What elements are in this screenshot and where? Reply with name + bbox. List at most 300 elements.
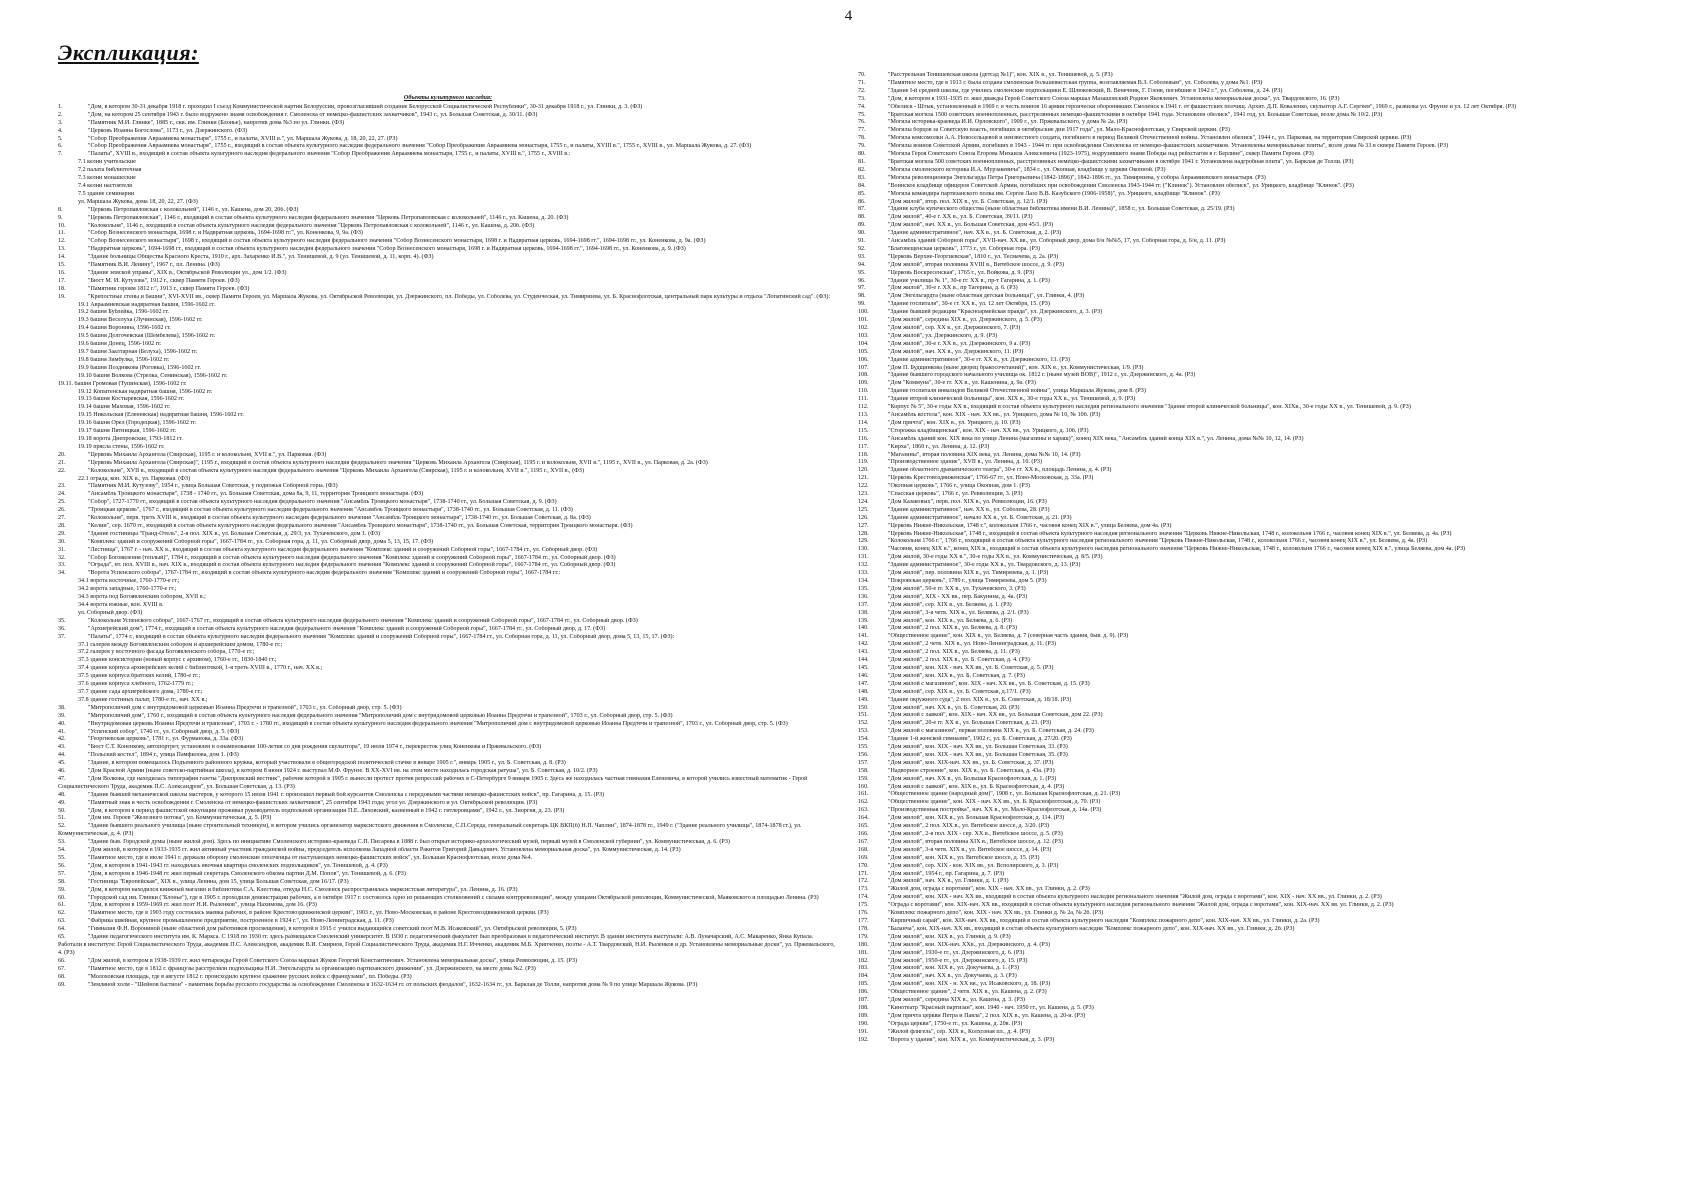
item-text: "Кирпичный сарай", кон. XIX-нач. XX вв., входящий в состав объекта культурного наследия "Комплекс пожарного депо", кон. XIX-нач. XX вв., ул. Глинки, д. 2а. (РЗ)	[888, 917, 1320, 924]
item-text: "Дом жилой", ул. Дзержинского, д. 9. (РЗ)	[888, 332, 998, 339]
item-text: "Здание госпиталя", 30-е гг. XX в., ул. 12 лет Октября, 15. (РЗ)	[888, 301, 1050, 308]
list-item	[858, 926, 1658, 934]
item-number: 143.	[858, 649, 869, 656]
item-number: 130.	[858, 546, 869, 553]
item-text: "Ансамбль Троицкого монастыря", 1738 - 1740 гг., ул. Большая Советская, дома 8а, 9, 11, территория Троицкого монастыря. (ФЗ)	[88, 491, 424, 498]
item-text: 19.18 ворота Днепровские, 1793-1812 гг.	[78, 435, 183, 442]
list-item	[858, 752, 1658, 760]
list-item	[58, 665, 838, 673]
item-text: 37.3 здание консистории (новый корпус с архивом), 1760-е гг., 1830-1840 гг.;	[78, 657, 277, 664]
item-text: "Общественное здание (народный дом)", 1908 г., ул. Большая Краснофлотская, д. 21. (РЗ)	[888, 791, 1121, 798]
list-item	[858, 222, 1658, 230]
list-item	[858, 262, 1658, 270]
item-number: 126.	[858, 514, 869, 521]
item-text: "Здание больницы Общества Красного Креста, 1910 г., арх. Захаренко И.В.", ул. Тенишевой, д. 9 (ул. Тенишевой, д. 11, корп. 4). (ФЗ)	[88, 254, 434, 261]
item-text: "Памятник М.И. Глинке", 1885 г., скв. им. Глинки (Блонье), напротив дома №3 по ул. Глинки. (ФЗ)	[88, 119, 345, 126]
item-text: "Здание бывшей редакции "Красноармейская правда", ул. Дзержинского, д. 3. (РЗ)	[888, 309, 1103, 316]
item-text: "Фабрика швейная, крупное промышленное предприятие, построенное в 1924 г.", ул. Ново-Ленинградская, д. 11. (РЗ)	[88, 918, 394, 925]
item-number: 154.	[858, 736, 869, 743]
item-text: "Памятное место, где в 1903 году состоялась маевка рабочих, в районе Крестовоздвиженской церкви", 1903 г., ул. Ново-Московская, в районе Крестовоздвиженской церкви. (РЗ)	[88, 910, 549, 917]
item-text: ул. Маршала Жукова, дома 18, 20, 22, 27. (ФЗ)	[78, 198, 198, 205]
item-number: 103.	[858, 332, 869, 339]
item-number: 78.	[858, 135, 866, 142]
item-number: 109.	[858, 380, 869, 387]
item-number: 162.	[858, 799, 869, 806]
item-text: "Церковь Иоанна Богослова", 1173 г., ул. Дзержинского. (ФЗ)	[88, 127, 248, 134]
list-item	[858, 112, 1658, 120]
item-number: 163.	[858, 807, 869, 814]
list-item	[858, 206, 1658, 214]
item-number: 69.	[58, 981, 66, 988]
list-item	[858, 175, 1658, 183]
item-text: "Архиерейский дом", 1774 г., входящий в состав объекта культурного наследия федерального значения "Комплекс зданий и сооружений Соборной горы", 1667-1784 гг., ул. Соборный двор, д. 17. (ФЗ)	[88, 625, 606, 632]
list-item	[858, 127, 1658, 135]
item-text: "Дом жилой", вторая половина XIX в., Витебское шоссе, д. 12. (РЗ)	[888, 838, 1063, 845]
item-text: "Бюст С.Т. Коненкову, автопортрет, установлен в ознаменование 100-летия со дня рождения скульптора", 19 июля 1974 г., перекресток улиц Коненкова и Пржевальского. (ФЗ)	[88, 744, 542, 751]
list-item	[858, 776, 1658, 784]
item-text: "Магазины", вторая половина XIX века, ул. Ленина, дома №№ 10, 14. (РЗ)	[888, 451, 1081, 458]
heritage-list-right	[858, 72, 1658, 1044]
item-number: 20.	[58, 451, 66, 458]
list-item	[58, 808, 838, 816]
list-item	[58, 436, 838, 444]
list-item	[58, 444, 838, 452]
item-number: 187.	[858, 997, 869, 1004]
item-number: 100.	[858, 309, 869, 316]
item-number: 93.	[858, 253, 866, 260]
item-number: 169.	[858, 854, 869, 861]
list-item	[858, 436, 1658, 444]
item-number: 96.	[858, 277, 866, 284]
item-text: "Ансамбль зданий Соборной горы", XVII-нач. XX вв., ул. Соборный двор, дома б/н №№5, 17, ул. Соборная гора, д. 6/н, д. 11. (РЗ)	[888, 238, 1226, 245]
list-item	[858, 728, 1658, 736]
item-number: 4.	[58, 127, 63, 134]
item-text: "Дом жилой", 2 пол. XIX в., ул. Витебское шоссе, д. 3/20. (РЗ)	[888, 823, 1050, 830]
list-item	[58, 895, 838, 903]
item-text: "Дом жилой, в котором в 1933-1935 гг. жил активный участник гражданской войны, председатель исполкома Западной области Ракитов Григорий Давыдович. Установлена мемориальная доска", ул. Коммунистическая, д. 14. (РЗ)	[88, 847, 681, 854]
left-column	[58, 95, 838, 989]
item-text: "Здание клуба купеческого общества (ныне областная библиотека имени В.И. Ленина)", 1858 г., ул. Большая Советская, д. 25/19. (РЗ)	[888, 206, 1235, 213]
item-text: "Дом жилой", 40-е г. XX в., ул. Б. Советская, 39/11. (РЗ)	[888, 214, 1033, 221]
item-text: "Часовня, конец XIX в.", конец XIX в., входящий в состав объекта культурного наследия регионального значения "Церковь Нижне-Никольская, 1748 г., колокольня 1766 г., часовня конец XIX в.", улица Беляева, дом 4а. (РЗ)	[888, 546, 1466, 553]
item-number: 89.	[858, 222, 866, 229]
item-text: "Митрополичий дом с внутридомовой церковью Иоанна Предтечи и трапезной", 1703 г., ул. Соборный двор, стр. 5. (ФЗ)	[88, 704, 402, 711]
item-number: 124.	[858, 498, 869, 505]
list-item	[858, 499, 1658, 507]
item-number: 149.	[858, 696, 869, 703]
item-text: "Митрополичий дом", 1760 г., входящий в состав объекта культурного наследия федерального значения "Митрополичий дом с внутридомовой церковью Иоанна Предтечи и трапезной", 1703 г., ул. Соборный двор, стр. 5. (ФЗ)	[88, 712, 673, 719]
item-number: 57.	[58, 870, 66, 877]
item-number: 116.	[858, 435, 869, 442]
item-number: 77.	[858, 127, 866, 134]
list-item	[858, 420, 1658, 428]
list-item	[58, 760, 838, 768]
list-item	[58, 570, 838, 578]
item-number: 68.	[58, 973, 66, 980]
item-number: 173.	[858, 886, 869, 893]
item-text: "Дом жилой", вторая половина XVIII в., Витебское шоссе, д. 9. (РЗ)	[888, 261, 1064, 268]
list-item	[58, 586, 838, 594]
list-item	[58, 768, 838, 776]
list-item	[858, 507, 1658, 515]
list-item	[858, 357, 1658, 365]
item-text: "Ограда с воротами", кон. XIX-нач. XX вв., входящий в состав объекта культурного наследия регионального значения "Жилой дом, ограда с воротами", кон. XIX-нач. XX вв. ул. Глинки, д. 2. (РЗ)	[888, 902, 1394, 909]
list-item	[58, 729, 838, 737]
list-item	[858, 270, 1658, 278]
list-item	[58, 910, 838, 918]
item-number: 153.	[858, 728, 869, 735]
list-item	[858, 444, 1658, 452]
list-item	[858, 333, 1658, 341]
item-number: 156.	[858, 751, 869, 758]
list-item	[58, 871, 838, 879]
list-item	[58, 855, 838, 863]
item-text: "Здание областного драматического театра", 30-е гг. XX в., площадь Ленина, д. 4. (РЗ)	[888, 467, 1112, 474]
list-item	[58, 143, 838, 151]
item-text: "Дом жилой", 1950-е гг., ул. Дзержинского, д. 15. (РЗ)	[888, 957, 1028, 964]
item-number: 44.	[58, 752, 66, 759]
item-text: 19.2 башня Бублейка, 1596-1602 гг.	[78, 309, 169, 316]
list-item	[58, 515, 838, 523]
item-number: 11.	[58, 230, 66, 237]
list-item	[58, 420, 838, 428]
list-item	[858, 736, 1658, 744]
item-text: "Дом жилой с лавкой", кон. XIX в., ул. Б. Краснофлотская, д. 4. (РЗ)	[888, 783, 1065, 790]
item-text: 7.4 келии настоятеля	[78, 182, 132, 189]
item-number: 16.	[58, 269, 66, 276]
item-text: "Крепостные стены и башни", XVI-XVII вв., сквер Памяти Героев, ул. Маршала Жукова, ул. Октябрьской Революции, ул. Дзержинского, пл. Победы, ул. Соболева, ул. Студенческая, ул. Тимирязева, ул. Б. Краснофлотская, центральный парк культуры и отдыха "Лопатинский сад". (ФЗ):	[88, 293, 831, 300]
list-item	[858, 538, 1658, 546]
list-item	[58, 294, 838, 302]
list-item	[58, 507, 838, 515]
item-number: 92.	[858, 245, 866, 252]
item-text: "Дом жилой", XIX - XX вв., пер. Бакунина, д. 4а. (РЗ)	[888, 593, 1028, 600]
list-item	[858, 989, 1658, 997]
item-text: "Дом жилой", нач. XX в., ул. Б. Советская, 20. (РЗ)	[888, 704, 1020, 711]
list-item	[58, 823, 838, 839]
item-text: "Здание второй клинической больницы", кон. XIX в., 30-е годы XX в., ул. Тенишевой, д. 9. (РЗ)	[888, 396, 1136, 403]
item-text: "Здание бывшего городского начального училища ок. 1812 г. (ныне музей ВОВ)", 1912 г., ул. Дзержинского, д. 4а. (РЗ)	[888, 372, 1196, 379]
list-item	[858, 863, 1658, 871]
item-number: 129.	[858, 538, 869, 545]
list-item	[58, 341, 838, 349]
item-text: "Могилы воинов Советской Армии, погибших в 1943 - 1944 гг. при освобождении Смоленска от немецко-фашистских захватчиков. Установлены мемориальные плиты", возле дома № 33 в сквере Памяти Героев. (РЗ)	[888, 143, 1449, 150]
list-item	[858, 918, 1658, 926]
list-item	[58, 452, 838, 460]
item-number: 13.	[58, 246, 66, 253]
item-text: "Дом жилой", кон. XIX - нач. XX вв., ул. Б. Советская, д. 5. (РЗ)	[888, 664, 1054, 671]
list-item	[58, 918, 838, 926]
item-number: 134.	[858, 578, 869, 584]
item-text: "Ворота у здания", кон. XIX в., ул. Коммунистическая, д. 3. (РЗ)	[888, 1036, 1055, 1043]
list-item	[58, 839, 838, 847]
item-text: "Колокольня", 1146 г., входящий в состав объекта культурного наследия федерального значения "Церковь Петропавловская с колокольней", 1146 г., ул. Кашена, д. 20б. (ФЗ)	[88, 222, 535, 229]
item-text: 19.14 башня Маховая, 1596-1602 гг.	[78, 404, 171, 411]
item-text: "Производственное здание", XVII в., ул. Ленина, д. 10. (РЗ)	[888, 459, 1042, 466]
list-item	[58, 681, 838, 689]
list-item	[858, 665, 1658, 673]
item-text: "Дом, в котором 30-31 декабря 1918 г. проходил I съезд Коммунистической партии Белоруссии, провозгласивший создание Белорусской Социалистической Республики", 30-31 декабря 1918 г., ул. Глинки, д. 3. (ФЗ)	[88, 103, 643, 110]
list-item	[858, 578, 1658, 586]
list-item	[858, 839, 1658, 847]
list-item	[58, 974, 838, 982]
item-number: 179.	[858, 933, 869, 940]
item-number: 76.	[858, 119, 866, 126]
list-item	[58, 982, 838, 990]
list-item	[58, 934, 838, 958]
item-text: "Жилой флигель", сер. XIX в., Колхозная пл., д. 4. (РЗ)	[888, 1028, 1031, 1035]
item-number: 113.	[858, 411, 869, 418]
item-text: "Кирха", 1860 г., ул. Ленина, д. 12. (РЗ)	[888, 443, 990, 450]
item-number: 60.	[58, 894, 66, 901]
item-number: 171.	[858, 870, 869, 877]
item-number: 104.	[858, 340, 869, 347]
list-item	[858, 167, 1658, 175]
item-number: 21.	[58, 459, 66, 466]
item-text: "Церковь Петропавловская с колокольней", 1146 г., ул. Кашена, дом 20, 20б. (ФЗ)	[88, 206, 299, 213]
item-number: 112.	[858, 404, 869, 411]
list-item	[858, 372, 1658, 380]
list-item	[858, 246, 1658, 254]
item-text: "Братская могила 1500 советских военнопленных, расстрелянных немецко-фашистскими в октябре 1941 года. Установлен обелиск", 1941 год, ул. Большая Советская, возле дома № 10/2. (РЗ)	[888, 111, 1383, 118]
item-number: 183.	[858, 965, 869, 972]
item-number: 36.	[58, 625, 66, 632]
item-number: 189.	[858, 1012, 869, 1019]
item-text: "Могила революционера Энгельгарда Петра Григорьевича (1842-1896)", 1842-1896 гг., ул. Тимирязева, у собора Авраамиевского монастыря. (РЗ)	[888, 174, 1266, 181]
item-text: "Дом им. Героев "Железного потока", ул. Коммунистическая, д. 5. (РЗ)	[88, 815, 272, 822]
item-number: 12.	[58, 238, 66, 245]
list-item	[58, 325, 838, 333]
list-item	[858, 143, 1658, 151]
item-text: 34.3 ворота под Богоявленским собором, XVII в.;	[78, 594, 206, 601]
item-text: "Дом жилой", нач. XX в., ул. Большая Советская, дом 45/1. (РЗ)	[888, 222, 1054, 229]
item-text: "Собор Вознесенского монастыря, 1698 г. и Надвратная церковь, 1694-1698 гг.", ул. Коненкова, 9, 9а. (ФЗ)	[88, 230, 363, 237]
item-text: "Дом жилой", 30-е г. XX в., ул. Дзержинского, 9 а. (РЗ)	[888, 340, 1031, 347]
item-number: 40.	[58, 720, 66, 727]
list-item	[58, 254, 838, 262]
item-number: 88.	[858, 214, 866, 221]
list-item	[858, 191, 1658, 199]
list-item	[858, 404, 1658, 412]
list-item	[858, 531, 1658, 539]
list-item	[858, 815, 1658, 823]
item-text: "Собор Преображения Авраамиева монастыря", 1755 г., входящий в состав объекта культурного наследия федерального значения "Собор Преображения Авраамиева монастыря, 1755 г., и палаты, XVIII в.", 1755 г., XVIII в., ул. Маршала Жукова, д. 27. (ФЗ)	[88, 143, 752, 150]
item-number: 41.	[58, 728, 66, 735]
list-item	[858, 712, 1658, 720]
list-item	[58, 642, 838, 650]
item-number: 27.	[58, 515, 66, 522]
item-number: 39.	[58, 712, 66, 719]
item-text: "Ограда церкви", 1750-е гг., ул. Кашена, д. 20в. (РЗ)	[888, 1020, 1023, 1027]
list-item	[858, 768, 1658, 776]
item-text: 19.11. башня Громовая (Тупинская), 1596-1602 гг.	[58, 380, 187, 387]
list-item	[58, 602, 838, 610]
item-text: "Дом жилой", сер. XIX в., ул. Беляева, д. 1. (РЗ)	[888, 601, 1012, 608]
list-item	[858, 412, 1658, 420]
item-number: 94.	[858, 261, 866, 268]
list-item	[58, 689, 838, 697]
item-text: 37.1 галерея между Богоявленским собором и архиерейским домом, 1780-е гг.;	[78, 641, 283, 648]
list-item	[858, 396, 1658, 404]
item-number: 152.	[858, 720, 869, 727]
item-number: 5.	[58, 135, 63, 142]
list-item	[858, 278, 1658, 286]
item-text: "Ансамбль зданий кон. XIX века по улице Ленина (магазины и хараш)", конец XIX века, "Ансамбль зданий конца XIX в.", ул. Ленина, дома №№ 10, 12, 14. (РЗ)	[888, 435, 1304, 442]
item-number: 108.	[858, 372, 869, 379]
item-number: 26.	[58, 507, 66, 514]
item-text: "Лестница", 1767 г. - нач. XX в., входящий в состав объекта культурного наследия федерального значения "Комплекс зданий и сооружений Соборной горы", 1667-1784 гг., ул. Соборный двор. (ФЗ)	[88, 546, 598, 553]
item-text: "Дом жилой", кон. XIX - н. XX вв., ул. Исаковского, д. 18. (РЗ)	[888, 981, 1051, 988]
item-number: 125.	[858, 506, 869, 513]
item-text: "Дом жилой", середина XIX в., ул. Кашена, д. 3. (РЗ)	[888, 997, 1025, 1004]
item-text: "Гимназия Ф.Н. Ворониной (ныне областной дом работников просвещения), в которой в 1915 г. учился выдающийся советский поэт М.В. Исаковский", ул. Октябрьской революции, 5. (РЗ)	[88, 926, 577, 933]
item-number: 72.	[858, 87, 866, 94]
list-item	[58, 618, 838, 626]
list-item	[858, 965, 1658, 973]
list-item	[858, 159, 1658, 167]
list-item	[58, 776, 838, 792]
list-item	[58, 499, 838, 507]
list-item	[58, 800, 838, 808]
item-text: "Дом Волкова, где находилась типография газеты "Днепровский вестник", рабочие которой в 1905 г. вынесли протест против репрессий рабочих в С-Петербурге 9 января 1905 г. Здесь же находилась частная гимназия Еленевича, в которой учились известный математик - Герой Социалистического Труда, академик П.С. Александров", ул. Большая Советская, д. 13. (РЗ)	[58, 775, 808, 790]
item-number: 117.	[858, 443, 869, 450]
list-item	[858, 491, 1658, 499]
list-item	[858, 910, 1658, 918]
item-text: "Колокольня", перв. треть XVIII в., входящий в состав объекта культурного наследия федерального значения "Ансамбль Троицкого монастыря", 1738-1740 гг., ул. Большая Советская, д. 8а. (ФЗ)	[88, 515, 591, 522]
list-item	[58, 491, 838, 499]
list-item	[858, 641, 1658, 649]
list-item	[58, 594, 838, 602]
item-text: "Дом жилой", кон. XIX в., ул. Глинки, д. 9. (РЗ)	[888, 933, 1011, 940]
item-number: 161.	[858, 791, 869, 798]
item-number: 144.	[858, 657, 869, 664]
item-number: 22.	[58, 467, 66, 474]
item-text: "Здание земской управы", XIX в., Октябрьской Революции ул., дом 1/2. (ФЗ)	[88, 269, 287, 276]
item-number: 19.	[58, 293, 66, 300]
list-item	[858, 523, 1658, 531]
item-text: "Здание госпиталя инвалидов Великой Отечественной войны", улица Маршала Жукова, дом 8. (РЗ)	[888, 388, 1146, 395]
item-number: 151.	[858, 712, 869, 719]
item-number: 142.	[858, 641, 869, 648]
item-text: "Дом "Коммуна", 30-е гг. XX в., ул. Кашенина, д. 9а. (РЗ)	[888, 380, 1036, 387]
item-text: "Надворное строение", кон. XIX в., ул. Б. Советская, д. 43а. (РЗ)	[888, 767, 1055, 774]
item-text: "Баланча", кон. XIX-нач. XX вв., входящий в состав объекта культурного наследия "Комплекс пожарного депо", кон. XIX-нач. XX вв., ул. Глинки, д. 2б. (РЗ)	[888, 925, 1295, 932]
item-text: "Дом жилой", втор. пол. XIX в., ул. Б. Советская, д. 12/1. (РЗ)	[888, 198, 1048, 205]
list-item	[58, 207, 838, 215]
item-text: "Здание училища № 1", 30-е гг. XX в., пр-т Гагарина, д. 1. (РЗ)	[888, 277, 1050, 284]
item-number: 121.	[858, 475, 869, 482]
item-text: "Могила Героя Советского Союза Егорова Михаила Алексеевича (1923-1975), водрузившего знамя Победы над рейхстагом в г. Берлине", сквер Памяти Героев. (РЗ)	[888, 151, 1314, 158]
list-item	[858, 958, 1658, 966]
list-item	[858, 214, 1658, 222]
page-title: Экспликация:	[58, 40, 199, 65]
list-item	[58, 863, 838, 871]
item-text: "Окопная церковь", 1766 г., улица Окопная, дом 1. (РЗ)	[888, 483, 1030, 490]
item-text: "Могила историка-краеведа И.И. Орловского", 1909 г., ул. Пржевальского, у дома № 2а. (РЗ)	[888, 119, 1128, 126]
item-text: "Дом, в котором в 1931-1935 гг. жил дважды Герой Советского Союза маршал Мазашовский Родион Яковлевич. Установлена мемориальная доска", ул. Твардовского, 16. (РЗ)	[888, 95, 1340, 102]
item-number: 107.	[858, 364, 869, 371]
item-text: "Дом жилой", кон. XIX в., ул. Б. Советская, д. 7. (РЗ)	[888, 672, 1025, 679]
item-text: "Колокольня 1766 г.", 1766 г., входящий в состав объекта культурного наследия регионального значения "Церковь Нижне-Никольская, 1748 г., колокольня 1766 г., часовня конец XIX в.", ул. Беляева, д. 4а. (РЗ)	[888, 538, 1428, 545]
list-item	[858, 633, 1658, 641]
item-text: "Жилой дом, ограда с воротами", кон. XIX - нач. XX вв., ул. Глинки, д. 2. (РЗ)	[888, 886, 1090, 893]
list-item	[858, 1013, 1658, 1021]
item-number: 177.	[858, 917, 869, 924]
list-item	[858, 104, 1658, 112]
item-number: 147.	[858, 680, 869, 687]
item-text: 22.1 ограда, кон. XIX в., ул. Парковая. (ФЗ)	[78, 475, 191, 482]
item-text: "Общественное здание", 2 четв. XIX в., ул. Кашена, д. 2. (РЗ)	[888, 989, 1047, 996]
item-text: "Могила командира партизанского полка им. Сергея Лазо В.В. Казубского (1906-1958)", ул. Урицкого, кладбище "Клинок". (РЗ)	[888, 190, 1220, 197]
item-text: "Здание гостиницы "Гранд-Отель", 2-я пол. XIX в., ул. Большая Советская, д. 29/3, ул. Тухачевского, дом 1. (ФЗ)	[88, 530, 381, 537]
list-item	[858, 349, 1658, 357]
item-number: 115.	[858, 427, 869, 434]
item-number: 15.	[58, 262, 66, 269]
item-number: 157.	[858, 759, 869, 766]
item-number: 170.	[858, 862, 869, 869]
list-item	[858, 942, 1658, 950]
item-text: "Памятное место, где в 1812 г. французы расстреляли подпольщика Н.И. Энгельгардта за организацию партизанского движения", ул. Дзержинского, на месте дома №2. (РЗ)	[88, 965, 536, 972]
item-text: "Дом Казаковых", перв. пол. XIX в., ул. Ревволюции, 16. (РЗ)	[888, 498, 1047, 505]
list-item	[858, 697, 1658, 705]
list-item	[858, 720, 1658, 728]
item-text: "Дом жилой", кон. XIX в., ул. Докучаева, д. 1. (РЗ)	[888, 965, 1019, 972]
item-text: "Здание административное", 30-е годы XX в., ул. Твардовского, д. 13. (РЗ)	[888, 562, 1081, 569]
list-item	[58, 966, 838, 974]
list-item	[58, 191, 838, 199]
list-item	[58, 317, 838, 325]
item-text: 37.5 здание корпуса братских келий, 1780-е гг.;	[78, 673, 201, 680]
list-item	[858, 784, 1658, 792]
right-column	[858, 72, 1658, 1044]
item-text: "Собор Вознесенского монастыря", 1698 г., входящий в состав объекта культурного наследия федерального значения "Собор Вознесенского монастыря, 1698 г. и Надвратная церковь, 1694-1698 гг.", 1694-1698 гг., ул. Коненкова, д. 9а. (ФЗ)	[88, 238, 706, 245]
item-number: 75.	[858, 111, 866, 118]
item-number: 74.	[858, 103, 866, 110]
list-item	[858, 871, 1658, 879]
item-number: 165.	[858, 823, 869, 830]
item-number: 71.	[858, 79, 866, 86]
item-number: 95.	[858, 269, 866, 276]
item-number: 53.	[58, 839, 66, 846]
item-number: 58.	[58, 878, 66, 885]
list-item	[58, 215, 838, 223]
item-text: "Здание административное", 30-е гг. XX в., ул. Дзержинского, 13. (РЗ)	[888, 356, 1070, 363]
list-item	[58, 389, 838, 397]
item-number: 61.	[58, 902, 66, 909]
item-text: 19.5 башня Долгочевская (Шембелева), 1596-1602 гг.	[78, 333, 216, 340]
item-number: 56.	[58, 862, 66, 869]
item-number: 111.	[858, 396, 869, 403]
list-item	[58, 578, 838, 586]
item-number: 145.	[858, 664, 869, 671]
list-item	[58, 815, 838, 823]
list-item	[58, 483, 838, 491]
list-item	[58, 744, 838, 752]
list-item	[58, 428, 838, 436]
list-item	[58, 349, 838, 357]
list-item	[58, 673, 838, 681]
list-item	[858, 80, 1658, 88]
item-number: 185.	[858, 981, 869, 988]
item-text: "Дом жилой", 3-я четв. XIX в., ул. Витебское шоссе, д. 14. (РЗ)	[888, 846, 1052, 853]
item-number: 128.	[858, 530, 869, 537]
item-text: "Дом жилой", 3-я четв. XIX в., ул. Беляева, д. 2/1. (РЗ)	[888, 609, 1029, 616]
item-number: 2.	[58, 111, 63, 118]
item-text: 34.4 ворота южные, кон. XVIII в.	[78, 602, 164, 608]
list-item	[858, 618, 1658, 626]
item-text: "Георгиевская церковь", 1781 г., ул. Фурманова, д. 33а. (ФЗ)	[88, 736, 244, 743]
item-text: "Дом жилой", нач. XX в., ул. Докучаева, д. 3. (РЗ)	[888, 973, 1017, 980]
